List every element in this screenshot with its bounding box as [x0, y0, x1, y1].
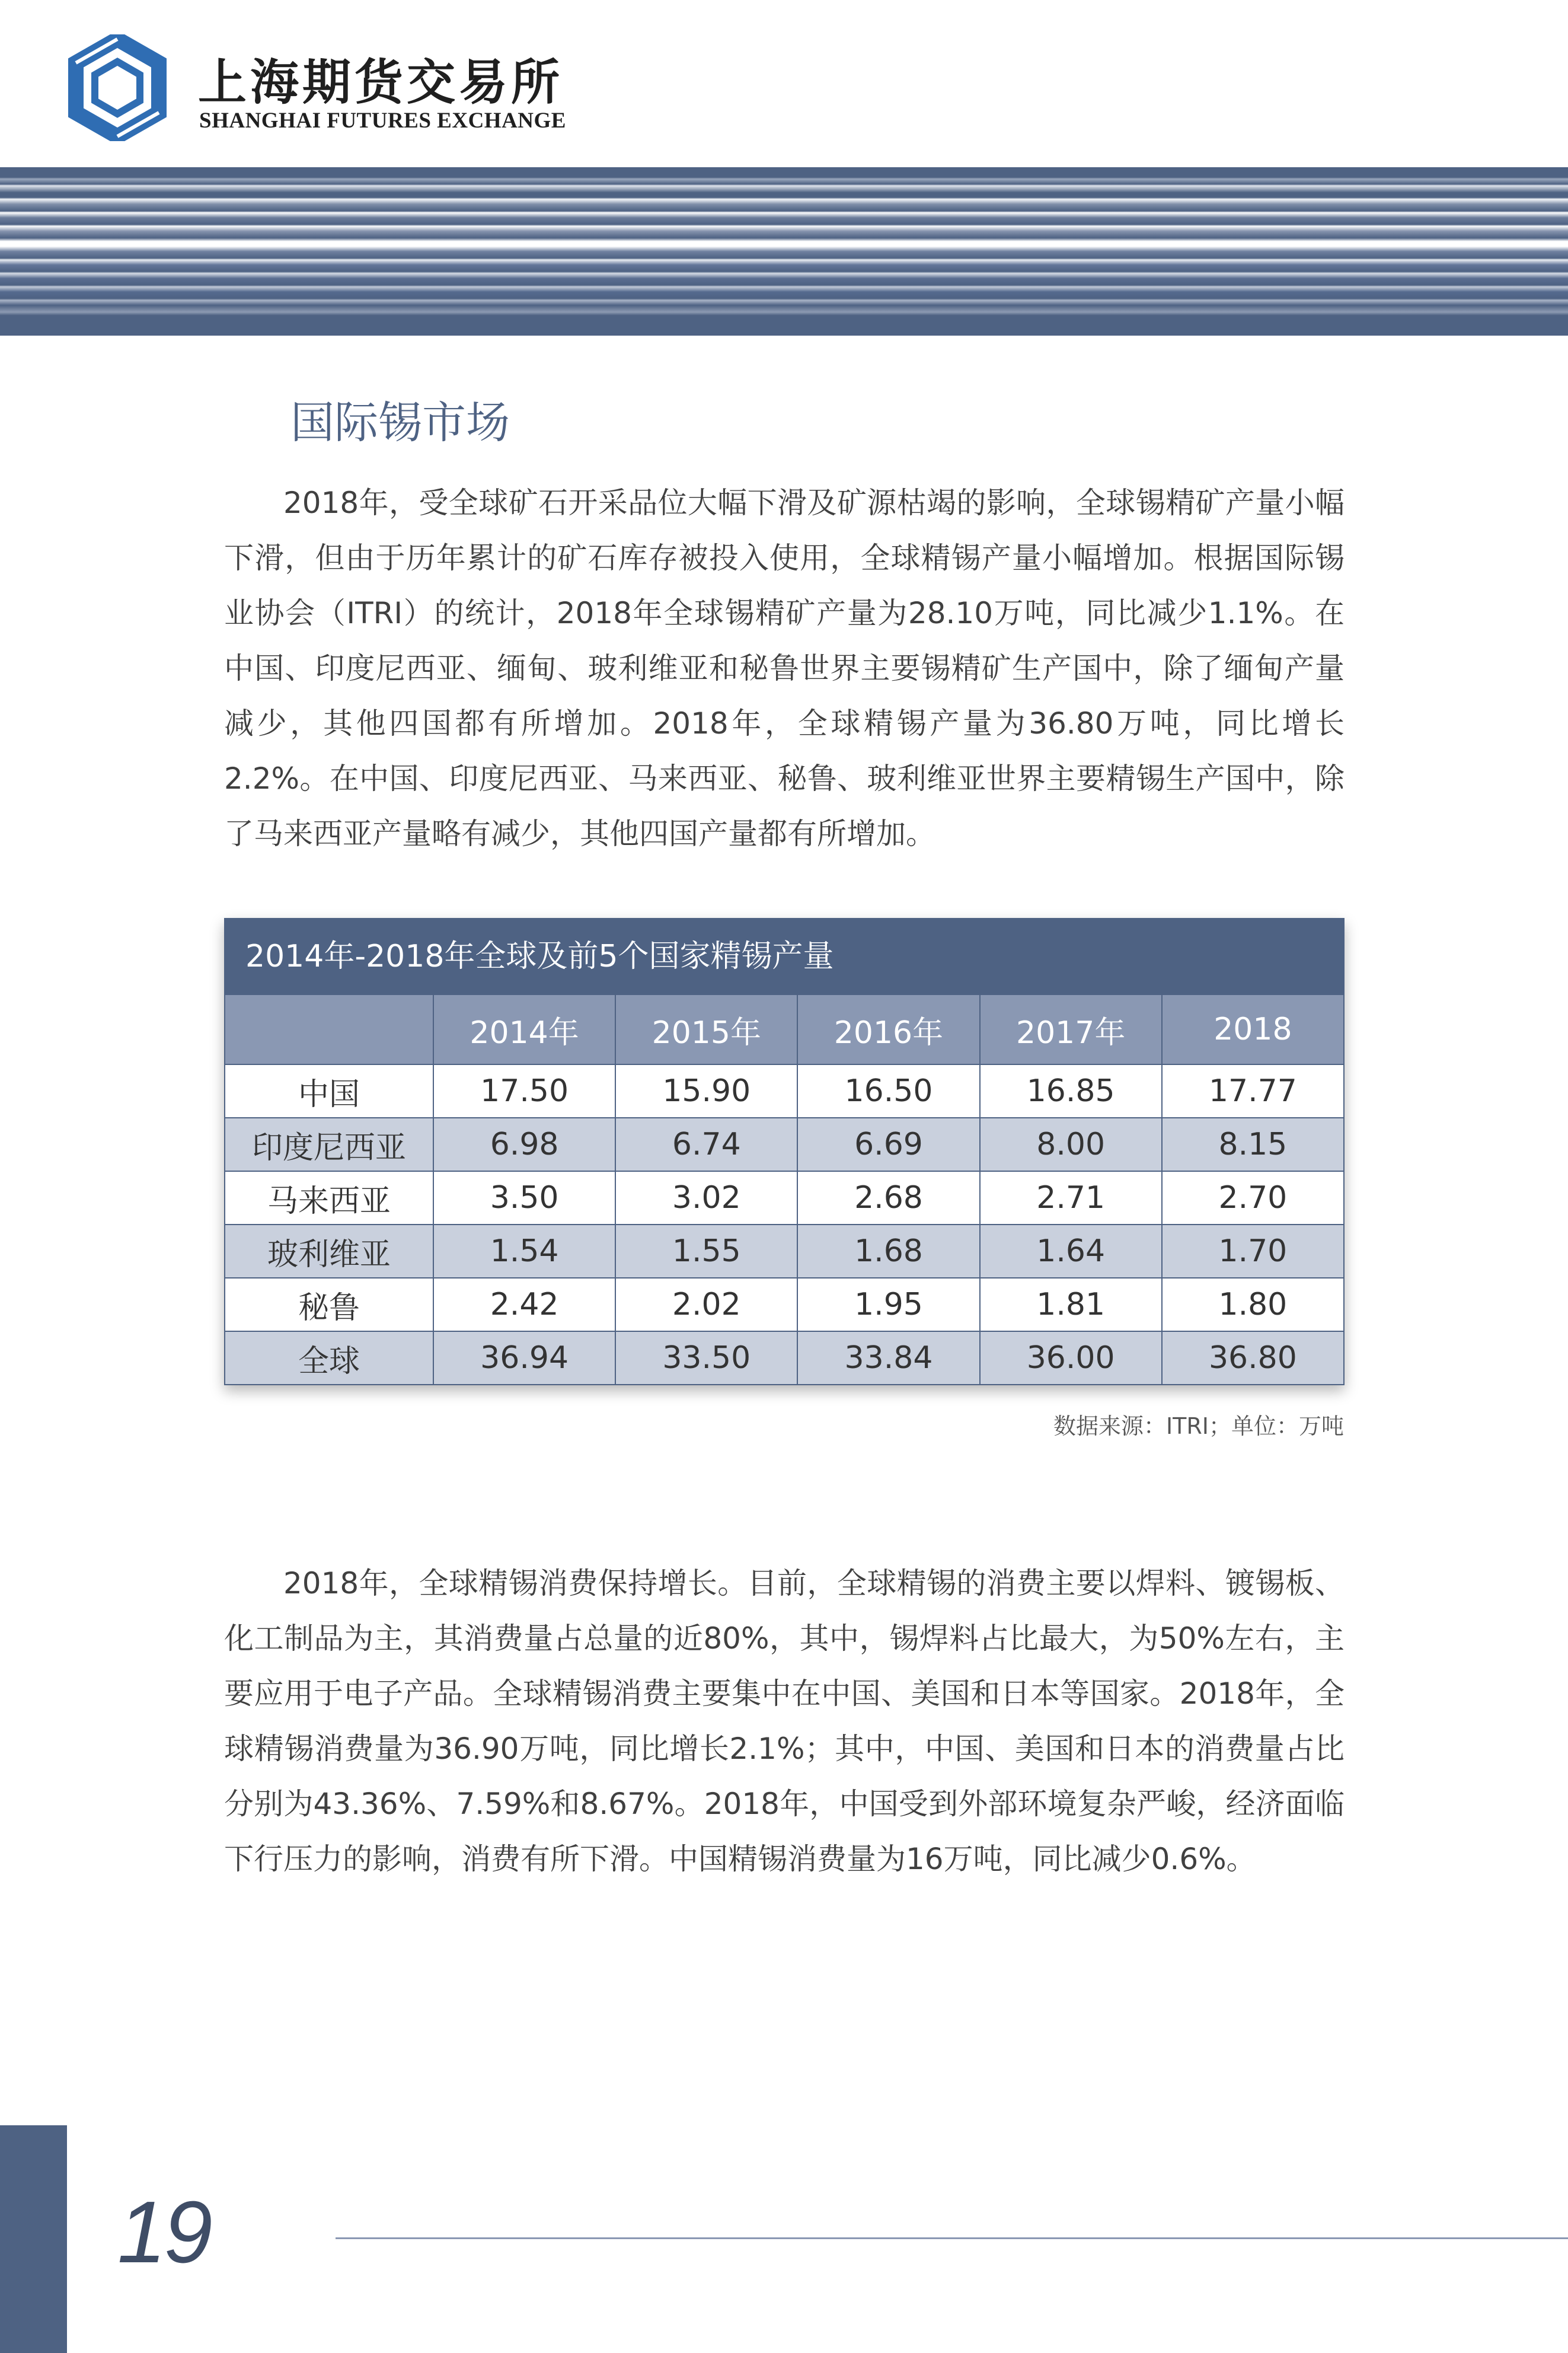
column-header: 2014年 [433, 995, 615, 1064]
table-cell: 3.02 [615, 1171, 797, 1225]
paragraph-consumption: 2018年，全球精锡消费保持增长。目前，全球精锡的消费主要以焊料、镀锡板、化工制品为主，其消费量占总量的近80%，其中，锡焊料占比最大，为50%左右，主要应用于电子产品。全球精锡消费主要集中在中国、美国和日本等国家。2018年，全球精锡消费量为36.90万吨，同比增长2.1%；其中，中国、美国和日本的消费量占比分别为43.36%、7.59%和8.67%。2018年，中国受到外部环境复杂严峻，经济面临下行压力的影响，消费有所下滑。中国精锡消费量为16万吨，同比减少0.6%。 [224, 1566, 1345, 1876]
table-row [225, 1278, 1344, 1331]
table-cell: 33.50 [615, 1331, 797, 1385]
table-row [225, 1225, 1344, 1278]
table-cell: 16.50 [797, 1064, 979, 1118]
table-cell: 1.81 [980, 1278, 1162, 1331]
table-cell: 17.77 [1162, 1064, 1344, 1118]
table-title: 2014年-2018年全球及前5个国家精锡产量 [224, 918, 1345, 995]
table-cell: 6.69 [797, 1118, 979, 1171]
table-cell: 1.54 [433, 1225, 615, 1278]
table-cell: 8.00 [980, 1118, 1162, 1171]
org-name-en: SHANGHAI FUTURES EXCHANGE [199, 109, 566, 133]
data-table [224, 995, 1345, 1385]
table-row [225, 1171, 1344, 1225]
table-cell: 8.15 [1162, 1118, 1344, 1171]
table-cell: 1.68 [797, 1225, 979, 1278]
table-cell: 1.95 [797, 1278, 979, 1331]
footer-divider [336, 2237, 1568, 2239]
column-header: 2017年 [980, 995, 1162, 1064]
row-label: 全球 [225, 1331, 433, 1385]
table-cell: 17.50 [433, 1064, 615, 1118]
org-name-cn: 上海期货交易所 [198, 54, 564, 111]
table-cell: 1.55 [615, 1225, 797, 1278]
row-label: 玻利维亚 [225, 1225, 433, 1278]
table-cell: 1.64 [980, 1225, 1162, 1278]
table-cell: 2.71 [980, 1171, 1162, 1225]
column-header [225, 995, 433, 1064]
table-cell: 36.80 [1162, 1331, 1344, 1385]
header-banner [0, 167, 1568, 336]
row-label: 印度尼西亚 [225, 1118, 433, 1171]
table-cell: 3.50 [433, 1171, 615, 1225]
table-cell: 15.90 [615, 1064, 797, 1118]
table-cell: 1.70 [1162, 1225, 1344, 1278]
row-label: 中国 [225, 1064, 433, 1118]
table-cell: 16.85 [980, 1064, 1162, 1118]
table-row [225, 1331, 1344, 1385]
row-label: 马来西亚 [225, 1171, 433, 1225]
table-cell: 36.94 [433, 1331, 615, 1385]
section-title: 国际锡市场 [290, 397, 510, 448]
table-cell: 6.98 [433, 1118, 615, 1171]
table-row [225, 1064, 1344, 1118]
row-label: 秘鲁 [225, 1278, 433, 1331]
page-number: 19 [117, 2183, 210, 2281]
footer-accent-bar [0, 2125, 67, 2353]
column-header: 2016年 [797, 995, 979, 1064]
table-cell: 33.84 [797, 1331, 979, 1385]
table-cell: 2.68 [797, 1171, 979, 1225]
production-table [224, 918, 1345, 1385]
table-cell: 2.70 [1162, 1171, 1344, 1225]
table-header-row [225, 995, 1344, 1064]
table-cell: 2.42 [433, 1278, 615, 1331]
table-cell: 2.02 [615, 1278, 797, 1331]
paragraph-production: 2018年，受全球矿石开采品位大幅下滑及矿源枯竭的影响，全球锡精矿产量小幅下滑，但由于历年累计的矿石库存被投入使用，全球精锡产量小幅增加。根据国际锡业协会（ITRI）的统计，2018年全球锡精矿产量为28.10万吨，同比减少1.1%。在中国、印度尼西亚、缅甸、玻利维亚和秘鲁世界主要锡精矿生产国中，除了缅甸产量减少，其他四国都有所增加。2018年，全球精锡产量为36.80万吨，同比增长2.2%。在中国、印度尼西亚、马来西亚、秘鲁、玻利维亚世界主要精锡生产国中，除了马来西亚产量略有减少，其他四国产量都有所增加。 [224, 486, 1345, 851]
table-cell: 1.80 [1162, 1278, 1344, 1331]
column-header: 2015年 [615, 995, 797, 1064]
column-header: 2018 [1162, 995, 1344, 1064]
table-row [225, 1118, 1344, 1171]
table-source-note: 数据来源：ITRI；单位：万吨 [1053, 1413, 1344, 1439]
table-cell: 6.74 [615, 1118, 797, 1171]
sfe-logo-icon [64, 34, 171, 141]
table-cell: 36.00 [980, 1331, 1162, 1385]
